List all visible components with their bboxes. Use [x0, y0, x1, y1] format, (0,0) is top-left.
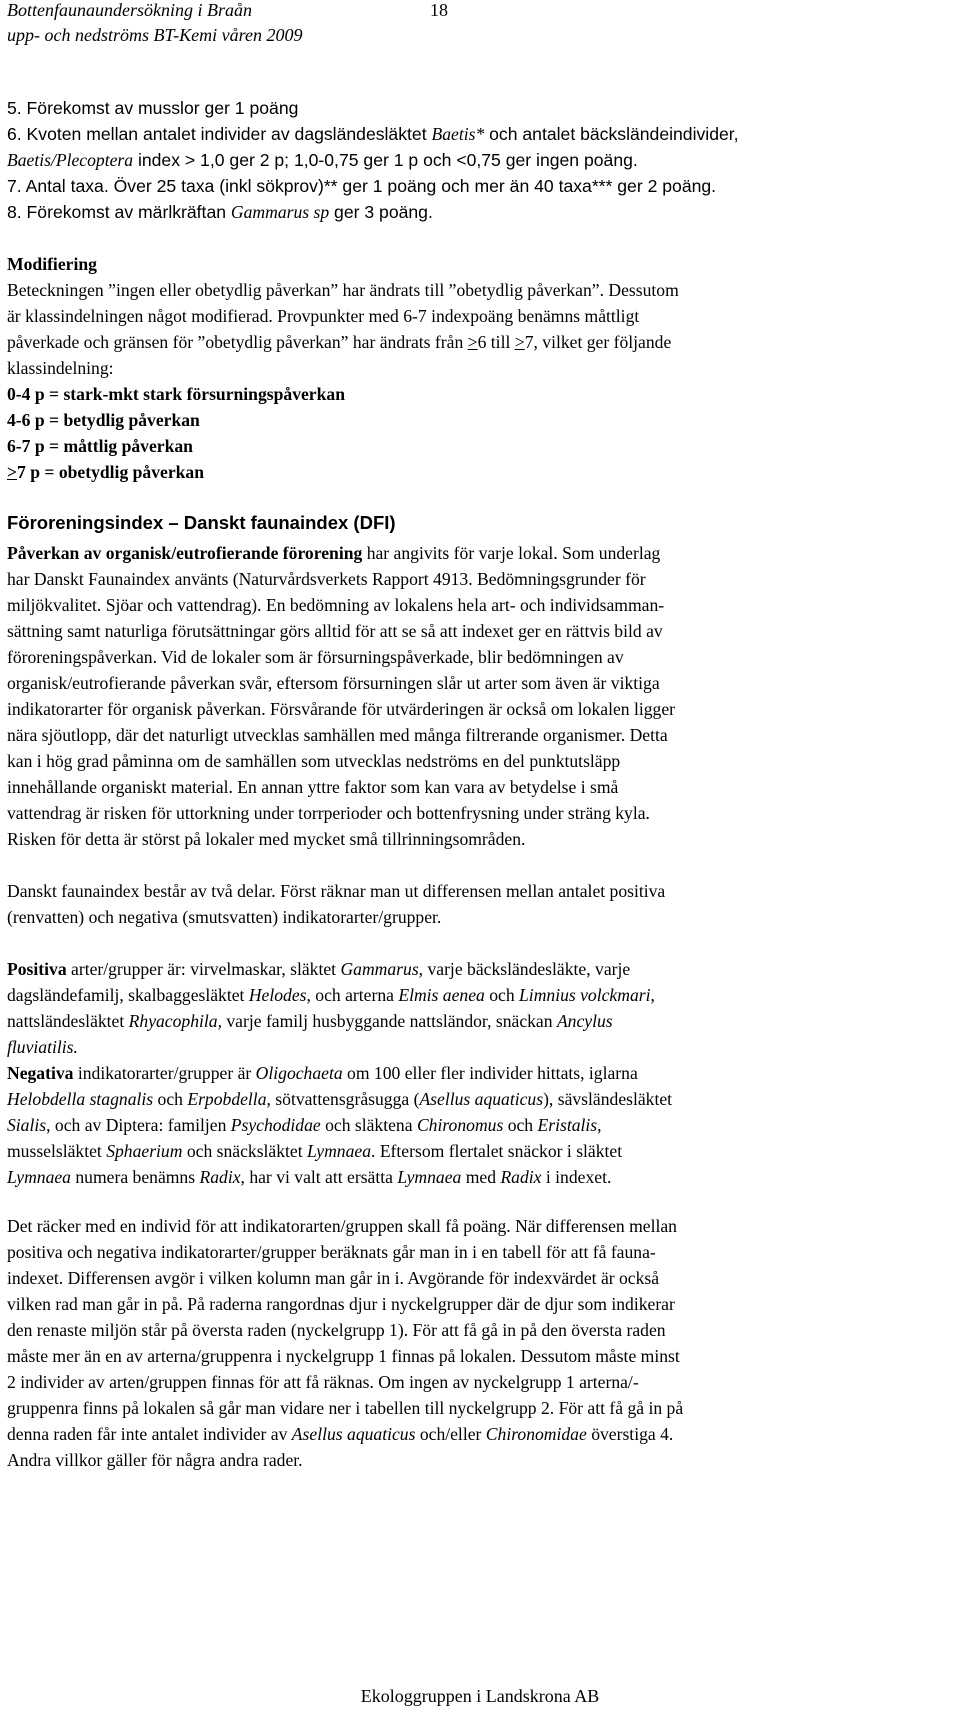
text-line: kan i hög grad påminna om de samhällen som utvecklas nedströms en del punktutsläpp — [7, 751, 621, 771]
text-line — [7, 1165, 611, 1189]
text-run: Lymnaea — [307, 1141, 372, 1161]
text-line: miljökvalitet. Sjöar och vattendrag). En bedömning av lokalens hela art- och individsamman- — [7, 595, 665, 615]
modifiering-line: Beteckningen ”ingen eller obetydlig påverkan” har ändrats till ”obetydlig påverkan”. Dessutom — [7, 280, 679, 300]
header-subtitle: upp- och nedströms BT-Kemi våren 2009 — [7, 25, 303, 45]
header-title: Bottenfaunaundersökning i Braån — [7, 0, 252, 20]
text-run: Radix — [199, 1167, 241, 1187]
text-line: 2 individer av arten/gruppen finnas för att få räknas. Om ingen av nyckelgrupp 1 arterna/- — [7, 1372, 639, 1392]
text-run: arter/grupper är: virvelmaskar, släktet — [66, 959, 341, 979]
modifiering-line: är klassindelningen något modifierad. Provpunkter med 6-7 indexpoäng benämns måttligt — [7, 306, 640, 326]
text-line: positiva och negativa indikatorarter/grupper beräknats går man in i en tabell för att få fauna- — [7, 1242, 656, 1262]
modifiering-heading: Modifiering — [7, 254, 97, 274]
text-run: indikatorarter/grupper är — [73, 1063, 256, 1083]
text-line: (renvatten) och negativa (smutsvatten) indikatorarter/grupper. — [7, 907, 442, 927]
text-run: Ancylus — [556, 1011, 613, 1031]
text-run: Lymnaea — [397, 1167, 462, 1187]
text-run: , — [650, 985, 655, 1005]
text-run: Gammarus — [340, 959, 419, 979]
criterion-7: 7. Antal taxa. Över 25 taxa (inkl sökprov)** ger 1 poäng och mer än 40 taxa*** ger 2 poäng. — [7, 176, 717, 196]
class-line: 6-7 p = måttlig påverkan — [7, 436, 193, 456]
text-run: Rhyacophila, — [128, 1011, 222, 1031]
text-run: denna raden får inte antalet individer av — [7, 1424, 292, 1444]
text-run: nattsländesläktet — [7, 1011, 129, 1031]
footer: Ekologgruppen i Landskrona AB — [360, 1686, 600, 1706]
text-line: nära sjöutlopp, där det naturligt utvecklas samhällen med många filtrerande organismer. Detta — [7, 725, 668, 745]
text-line: Andra villkor gäller för några andra rader. — [7, 1450, 303, 1470]
text-run: Elmis aenea — [398, 985, 485, 1005]
text-run: Erpobdella — [187, 1089, 267, 1109]
class-line: 4-6 p = betydlig påverkan — [7, 410, 200, 430]
text-run: och — [153, 1089, 188, 1109]
dfi-line: Påverkan av organisk/eutrofierande förorening har angivits för varje lokal. Som underlag — [7, 543, 661, 563]
text-run: överstiga 4. — [586, 1424, 674, 1444]
text-line — [7, 1422, 673, 1446]
text-run: Sialis — [7, 1115, 47, 1135]
text-run: , sötvattensgråsugga ( — [266, 1089, 420, 1109]
text-line — [7, 1087, 672, 1111]
text-line: vilken rad man går in på. På raderna rangordnas djur i nyckelgrupper där de djur som indikerar — [7, 1294, 675, 1314]
text-run: Eristalis — [537, 1115, 598, 1135]
class-line: 0-4 p = stark-mkt stark försurningspåverkan — [7, 384, 345, 404]
text-run: , — [597, 1115, 602, 1135]
text-run: i indexet. — [541, 1167, 612, 1187]
text-line: Danskt faunaindex består av två delar. Först räknar man ut differensen mellan antalet positiva — [7, 881, 666, 901]
text-line — [7, 1009, 613, 1033]
dfi-heading: Föroreningsindex – Danskt faunaindex (DFI) — [7, 512, 396, 533]
text-run: Helodes — [248, 985, 307, 1005]
text-run: Lymnaea — [7, 1167, 71, 1187]
text-line: föroreningspåverkan. Vid de lokaler som är försurningspåverkade, blir bedömningen av — [7, 647, 624, 667]
text-run: Oligochaeta — [255, 1063, 343, 1083]
criterion-5: 5. Förekomst av musslor ger 1 poäng — [7, 98, 299, 118]
text-run: Negativa — [7, 1063, 74, 1083]
text-line — [7, 983, 655, 1007]
text-run: och släktena — [320, 1115, 417, 1135]
text-run: Radix — [500, 1167, 542, 1187]
text-run: , och av Diptera: familjen — [46, 1115, 231, 1135]
text-run: ), sävsländesläktet — [543, 1089, 673, 1109]
text-line: indikatorarter för organisk påverkan. Försvårande för utvärderingen är också om lokalen ligger — [7, 699, 675, 719]
text-run: och — [503, 1115, 538, 1135]
text-run: . Eftersom flertalet snäckor i släktet — [371, 1141, 623, 1161]
text-run: och/eller — [415, 1424, 486, 1444]
class-line: >7 p = obetydlig påverkan — [7, 462, 204, 482]
text-run: Chironomus — [416, 1115, 504, 1135]
criterion-6: 6. Kvoten mellan antalet individer av dagsländesläktet Baetis* och antalet bäcksländeindivider, — [7, 124, 739, 144]
text-run: Chironomidae — [485, 1424, 587, 1444]
text-run: Sphaerium — [106, 1141, 183, 1161]
text-run: numera benämns — [70, 1167, 200, 1187]
text-line: vattendrag är risken för uttorkning under torrperioder och bottenfrysning under sträng kyla. — [7, 803, 650, 823]
text-run: fluviatilis. — [7, 1037, 78, 1057]
text-run: , och arterna — [306, 985, 399, 1005]
text-line — [7, 1113, 602, 1137]
text-run: Limnius volckmari — [519, 985, 651, 1005]
text-line: Risken för detta är störst på lokaler med mycket små tillrinningsområden. — [7, 829, 526, 849]
text-line: organisk/eutrofierande påverkan svår, eftersom försurningen slår ut arter som även är viktiga — [7, 673, 660, 693]
criterion-8: 8. Förekomst av märlkräftan Gammarus sp ger 3 poäng. — [7, 202, 433, 222]
text-line — [7, 957, 630, 981]
text-line — [7, 1035, 78, 1059]
text-line: gruppenra finns på lokalen så går man vidare ner i tabellen till nyckelgrupp 2. För att få gå in på — [7, 1398, 684, 1418]
text-line: innehållande organiskt material. En annan yttre faktor som kan vara av betydelse i små — [7, 777, 619, 797]
modifiering-line: påverkade och gränsen för ”obetydlig påverkan” har ändrats från >6 till >7, vilket ger följande — [7, 332, 672, 352]
text-run: och snäcksläktet — [182, 1141, 308, 1161]
criterion-6-cont: Baetis/Plecoptera index > 1,0 ger 2 p; 1,0-0,75 ger 1 p och <0,75 ger ingen poäng. — [7, 150, 638, 170]
text-run: om 100 eller fler individer hittats, iglarna — [342, 1063, 638, 1083]
text-line: sättning samt naturliga förutsättningar görs alltid för att se så att indexet ger en rättvis bild av — [7, 621, 663, 641]
text-run: Asellus aquaticus — [419, 1089, 544, 1109]
text-run: med — [461, 1167, 501, 1187]
text-run: dagsländefamilj, skalbaggesläktet — [7, 985, 249, 1005]
text-run: och — [484, 985, 520, 1005]
text-run: Psychodidae — [230, 1115, 321, 1135]
text-line: måste mer än en av arterna/gruppenra i nyckelgrupp 1 finnas på lokalen. Dessutom måste minst — [7, 1346, 680, 1366]
text-run: Helobdella stagnalis — [7, 1089, 154, 1109]
text-run: Asellus aquaticus — [291, 1424, 416, 1444]
text-run: Positiva — [7, 959, 67, 979]
text-run: musselsläktet — [7, 1141, 107, 1161]
modifiering-line: klassindelning: — [7, 358, 114, 378]
text-line: Det räcker med en individ för att indikatorarten/gruppen skall få poäng. När differensen mellan — [7, 1216, 677, 1236]
text-line: indexet. Differensen avgör i vilken kolumn man går in i. Avgörande för indexvärdet är också — [7, 1268, 660, 1288]
page-number: 18 — [430, 0, 448, 20]
text-line: har Danskt Faunaindex använts (Naturvårdsverkets Rapport 4913. Bedömningsgrunder för — [7, 569, 646, 589]
text-line — [7, 1061, 638, 1085]
text-run: varje familj husbyggande nattsländor, snäckan — [221, 1011, 557, 1031]
text-line: den renaste miljön står på översta raden (nyckelgrupp 1). För att få gå in på den översta raden — [7, 1320, 666, 1340]
text-run: , varje bäcksländesläkte, varje — [418, 959, 631, 979]
text-run: , har vi valt att ersätta — [240, 1167, 398, 1187]
text-line — [7, 1139, 622, 1163]
